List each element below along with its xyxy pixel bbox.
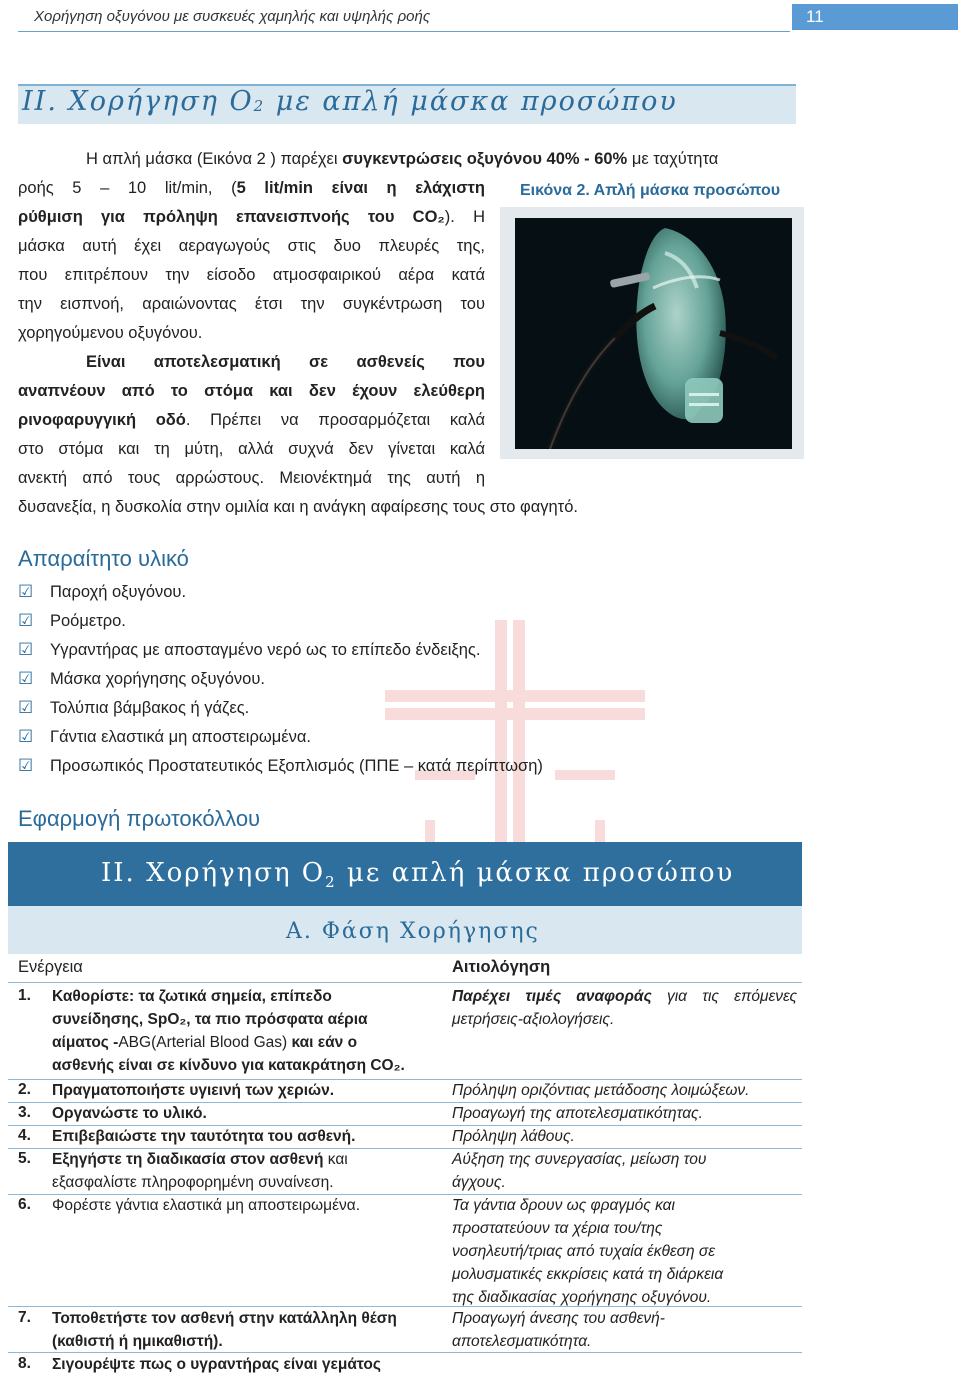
row-reason: Πρόληψη λάθους. (452, 1128, 575, 1145)
row-reason: Προαγωγή άνεσης του ασθενή- αποτελεσματικότητα. (452, 1310, 665, 1350)
row-divider (8, 982, 802, 983)
protocol-table-header (8, 842, 802, 954)
intro-line-9: αναπνέουν από το στόμα και δεν έχουν ελεύθερη (18, 382, 485, 400)
intro-line-7: χορηγούμενου οξυγόνου. (18, 324, 203, 342)
materials-heading: Απαραίτητο υλικό (18, 546, 189, 571)
row-reason: Τα γάντια δρουν ως φραγμός και προστατεύουν τα χέρια του/της νοσηλευτή/τριας από τυχαία έκθεση σε μολυσματικές εκκρίσεις κατά τη διάρκεια της διαδικασίας χορήγησης οξυγόνου. (452, 1197, 724, 1306)
row-action: Σιγουρέψτε πως ο υγραντήρας είναι γεμάτος (52, 1356, 381, 1373)
intro-line-3: ρύθμιση για πρόληψη επανεισπνοής του CO₂). Η (18, 208, 485, 226)
intro-line-11: στο στόμα και τη μύτη, αλλά συχνά δεν γίνεται καλά (18, 440, 485, 458)
figure-caption: Εικόνα 2. Απλή μάσκα προσώπου (520, 182, 781, 199)
checkbox-icon: ☑ (18, 698, 34, 717)
checkbox-icon: ☑ (18, 727, 34, 746)
intro-line-5: που επιτρέπουν την είσοδο ατμοσφαιρικού αέρα κατά (18, 266, 485, 284)
row-reason: Προαγωγή της αποτελεσματικότητας. (452, 1105, 703, 1122)
oxygen-mask-image (515, 218, 792, 449)
checkbox-icon: ☑ (18, 669, 34, 688)
material-item: ☑ Γάντια ελαστικά μη αποστειρωμένα. (18, 727, 311, 746)
row-number: 5. (18, 1150, 31, 1167)
header-rule (18, 31, 790, 32)
running-header-title: Χορήγηση οξυγόνου με συσκευές χαμηλής και υψηλής ροής (34, 8, 431, 25)
checkbox-icon: ☑ (18, 582, 34, 601)
intro-line-2: ροής 5 – 10 lit/min, (5 lit/min είναι η ελάχιστη (18, 179, 485, 197)
intro-line-10: ρινοφαρυγγική οδό. Πρέπει να προσαρμόζεται καλά (18, 411, 485, 429)
material-item: ☑ Παροχή οξυγόνου. (18, 582, 187, 601)
row-action: Επιβεβαιώστε την ταυτότητα του ασθενή. (52, 1128, 356, 1145)
row-action: Εξηγήστε τη διαδικασία στον ασθενή και εξασφαλίστε πληροφορημένη συναίνεση. (52, 1151, 348, 1191)
row-action: Φορέστε γάντια ελαστικά μη αποστειρωμένα. (52, 1197, 360, 1214)
intro-line-4: μάσκα αυτή έχει αεραγωγούς στις δυο πλευρές της, (18, 237, 485, 255)
column-header-action: Ενέργεια (18, 958, 83, 976)
checkbox-icon: ☑ (18, 640, 34, 659)
row-number: 6. (18, 1196, 31, 1213)
row-number: 1. (18, 987, 31, 1004)
column-header-reason: Αιτιολόγηση (452, 958, 551, 976)
material-item: ☑ Ροόμετρο. (18, 611, 126, 630)
row-action: Καθορίστε: τα ζωτικά σημεία, επίπεδο συνείδησης, SpO₂, τα πιο πρόσφατα αέρια αίματος -ABG(Arterial Blood Gas) και εάν ο ασθενής είναι σε κίνδυνο για κατακράτηση CO₂. (52, 988, 405, 1074)
section-title: ΙΙ. Χορήγηση $O_2$ με απλή μάσκα προσώπου (22, 86, 678, 117)
material-item: ☑ Προσωπικός Προστατευτικός Εξοπλισμός (ΠΠΕ – κατά περίπτωση) (18, 756, 543, 775)
intro-line-13: δυσανεξία, η δυσκολία στην ομιλία και η ανάγκη αφαίρεσης τους στο φαγητό. (18, 498, 578, 516)
checkbox-icon: ☑ (18, 756, 34, 775)
intro-line-6: την εισπνοή, αραιώνοντας έτσι την συγκέντρωση του (18, 295, 485, 313)
protocol-heading: Εφαρμογή πρωτοκόλλου (18, 806, 261, 831)
material-item: ☑ Τολύπια βάμβακος ή γάζες. (18, 698, 250, 717)
oxygen-mask-illustration (515, 218, 792, 449)
intro-line-1: Η απλή μάσκα (Εικόνα 2 ) παρέχει συγκεντρώσεις οξυγόνου 40% - 60% με ταχύτητα (86, 150, 719, 168)
row-number: 2. (18, 1081, 31, 1098)
table-title: ΙΙ. Χορήγηση $O_2$ με απλή μάσκα προσώπου (101, 858, 735, 892)
intro-line-12: ανεκτή από τους αρρώστους. Μειονέκτημά της αυτή η (18, 469, 485, 487)
material-item: ☑ Υγραντήρας με αποσταγμένο νερό ως το επίπεδο ένδειξης. (18, 640, 481, 659)
row-action: Τοποθετήστε τον ασθενή στην κατάλληλη θέση (καθιστή ή ημικαθιστή). (52, 1310, 397, 1350)
phase-title: Α. Φάση Χορήγησης (286, 919, 540, 944)
row-number: 8. (18, 1355, 31, 1372)
row-action: Πραγματοποιήστε υγιεινή των χεριών. (52, 1082, 335, 1099)
row-reason: Παρέχει τιμές αναφοράς για τις επόμενες μετρήσεις-αξιολογήσεις. (452, 988, 797, 1028)
page-number: 11 (792, 4, 958, 30)
row-reason: Αύξηση της συνεργασίας, μείωση του άγχους. (452, 1151, 707, 1191)
material-item: ☑ Μάσκα χορήγησης οξυγόνου. (18, 669, 265, 688)
row-reason: Πρόληψη οριζόντιας μετάδοσης λοιμώξεων. (452, 1082, 750, 1099)
row-action: Οργανώστε το υλικό. (52, 1105, 207, 1122)
checkbox-icon: ☑ (18, 611, 34, 630)
row-number: 7. (18, 1309, 31, 1326)
row-number: 3. (18, 1104, 31, 1121)
intro-line-8: Είναι αποτελεσματική σε ασθενείς που (86, 353, 485, 371)
row-number: 4. (18, 1127, 31, 1144)
